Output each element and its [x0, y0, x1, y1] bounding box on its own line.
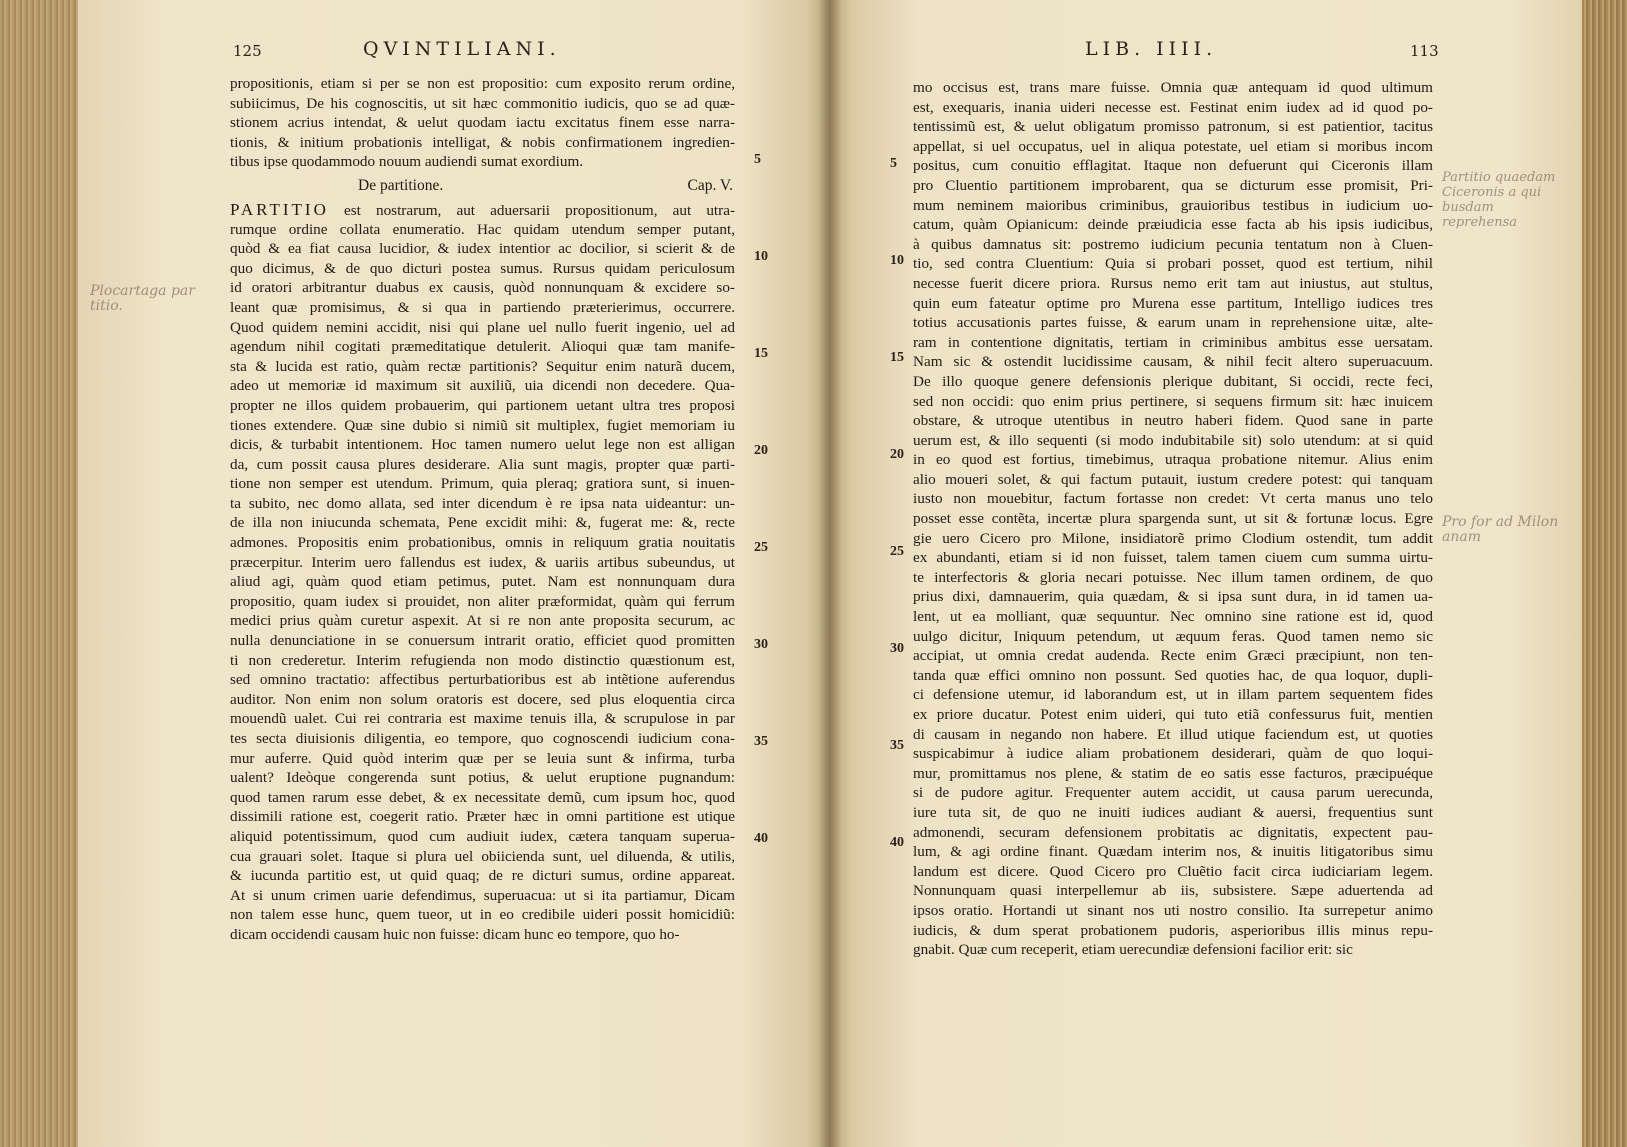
text-line: præcerpitur. Interim uero fallendus est iudex, & uariis artibus subeundus, ut [230, 553, 735, 571]
line-number: 5 [754, 152, 761, 167]
text-line: De illo quoque genere defensionis plerique dubitant, Si occidi, recte feci, [913, 372, 1433, 390]
text-line: da, cum possit causa plures desiderare. Alia sunt magis, propter quæ parti- [230, 455, 735, 473]
text-line: de illa non iniucunda schemata, Pene excidit mihi: &, fugerat me: &, recte [230, 514, 735, 532]
text-line: tione non semper est utendum. Primum, quia pleraq; gratiora sunt, si inuen- [230, 475, 735, 493]
text-line: di causam in negando non habere. Et illud utique faciendum est, ut quoties [913, 725, 1433, 743]
text-line: nulla denunciatione in se conuersum intrarit oratio, efficiet quod promitten [230, 632, 735, 650]
chapter-opening-word: PARTITIO [230, 199, 329, 219]
text-line: admones. Propositis enim probationibus, omnis in reliquum gratia nouitatis [230, 534, 735, 552]
text-line: medici prius quàm curetur aspexit. At si re non ante proposita securum, ac [230, 612, 735, 630]
text-line: mo occisus est, trans mare fuisse. Omnia quæ antequam id quod ultimum [913, 79, 1433, 96]
text-line: ci defensione utemur, id laborandum est, ut in illam partem sequentem fides [913, 686, 1433, 704]
text-line: positus, cum conuitio efflagitat. Itaque non defuerunt qui Ciceronis illam [913, 157, 1433, 175]
text-line: agendum nihil cogitati præmeditatique detulerit. Alioqui quæ tam manife- [230, 338, 735, 356]
right-margin-note-milon: Pro for ad Milon anam [1442, 514, 1559, 545]
line-number: 10 [754, 249, 768, 264]
text-line: quo dicimus, & de quo dicturi postea sumus. Rursus quidam periculosum [230, 259, 735, 277]
text-line: Nam sic & ostendit lucidissime causam, & nihil fecit altero superuacuum. [913, 353, 1433, 371]
text-line: iure tuta sit, de quo ne inuiti iudices audiant & auersi, frequentius sunt [913, 803, 1433, 821]
text-line: posset esse contẽta, incertæ plura spargenda sunt, ut sit & fortunæ locus. Egre [913, 510, 1433, 528]
text-line: lum, & agi ordine finant. Quædam interim nos, & inuitis litigatoribus simu [913, 843, 1433, 861]
text-line: At si unum crimen uarie defendimus, superuacua: ut si ita partiamur, Dicam [230, 886, 735, 904]
text-line: catum, quàm Opianicum: deinde præiudicia esse facta ab his ipsis iudicibus, [913, 216, 1433, 234]
text-line: dicam occidendi causam huic non fuisse: dicam hunc eo tempore, quo ho- [230, 925, 680, 943]
text-line: subiicimus, De his cognoscitis, ut sit hæc commonitio iudicis, quo se ad quæ- [230, 94, 735, 112]
text-line: admonendi, securam defensionem probitatis ac dignitatis, expectent pau- [913, 823, 1433, 841]
text-line: te interfectoris & gloria necari potuisse. Nec illum tamen ordinem, de quo [913, 568, 1433, 586]
text-line: iudicis, & dum sperat probationem pudoris, asperioribus illis minus repu- [913, 921, 1433, 939]
text-line: aliud agi, quàm quod etiam petimus, putet. Nam est nonnunquam dura [230, 573, 735, 591]
right-margin-note-partitio: Partitio quaedam Ciceronis a qui busdam reprehensa [1442, 170, 1556, 230]
text-line: tes secta diuisionis diligentia, eo tempore, quo cognoscendi iudicium cona- [230, 730, 735, 747]
section-heading: De partitione. [358, 176, 444, 194]
text-line: prius dixi, damnauerim, quia quædam, & si ipsa sunt dura, in id tamen ua- [913, 588, 1433, 606]
text-line: mur auferre. Quid quòd interim quæ per se leuia sunt & infirma, turba [230, 749, 735, 767]
text-line: id oratori arbitrantur duabus ex causis, quòd nonnunquam & excidere so- [230, 279, 735, 297]
text-line: uerum est, & illo sequenti (si modo indubitabile sit) solo utendum: at si quid [913, 431, 1433, 449]
text-line: est, exequaris, inania uideri necesse est. Festinat enim iudex ad id quod po- [913, 98, 1433, 116]
text-line: ex abundanti, etiam si id non fuisset, talem tamen ciuem cum summa uirtu- [913, 549, 1433, 567]
text-line: quòd & ea fiat causa lucidior, & iudex intentior ac docilior, si scierit & de [230, 240, 735, 258]
text-line: propositionis, etiam si per se non est propositio: cum exposito rerum ordine, [230, 75, 735, 92]
line-number: 10 [890, 253, 904, 268]
line-number: 20 [890, 447, 904, 462]
text-line: gie uero Cicero pro Milone, insidiatorẽ primo Clodium ostendit, tum addit [913, 529, 1433, 547]
text-line: tentissimũ est, & uelut obligatum promisso patronum, si est patientior, tacitus [913, 118, 1433, 136]
line-number: 40 [890, 835, 904, 850]
text-line: dissimili ratione est, coegerit ratio. Præter hæc in omni partitione est utique [230, 808, 735, 826]
text-line: auditor. Non enim non solum oratoris est docere, sed plus eloquentia circa [230, 690, 735, 708]
text-line: ta subito, nec domo allata, sed inter dicendum è re ipsa nata uideantur: un- [230, 494, 735, 512]
chapter-heading-row [230, 172, 735, 200]
text-line: tanda quæ effici omnino non possunt. Sed quoties hac, de qua loquor, dupli- [913, 666, 1433, 684]
text-line: propter ne illos quidem probauerim, qui partionem uetant ultra tres proposi [230, 396, 735, 414]
text-line: quin eum fateatur optime pro Murena esse partitum, Intelligo iudices tres [913, 294, 1433, 312]
text-line: Nonnunquam quasi interpellemur ab iis, subsistere. Sæpe aduertenda ad [913, 882, 1433, 900]
text-line: & iucunda partitio est, ut quid quaq; de re dicturi sumus, ordine appareat. [230, 867, 735, 885]
left-page-number: 125 [233, 42, 262, 60]
text-line: gnabit. Quæ cum receperit, etiam uerecundiæ defensioni facilior erit: sic [913, 941, 1353, 959]
text-line: iusto non mouebitur, factum fortasse non credet: Vt certa manus uno telo [913, 490, 1433, 508]
left-page-edges [0, 0, 78, 1147]
text-line: uulgo dicitur, Iniquum petendum, ut æquum feras. Quod tamen nemo sic [913, 627, 1433, 645]
text-line: propositio, quam iudex si prouidet, non aliter præformidat, quàm qui ferrum [230, 592, 735, 610]
text-line: quod tamen rarum esse debet, & ex necessitate demũ, cum ipsum hoc, quod [230, 788, 735, 806]
text-line: necesse fuerit dicere priora. Rursus nemo erit tam aut iniustus, aut stultus, [913, 274, 1433, 292]
right-page-edges [1582, 0, 1627, 1147]
text-line: totius accusationis partes fuisse, & earum unam in reprehensione uitæ, alte- [913, 314, 1433, 332]
text-line: Quod quidem nemini accidit, nisi qui plane uel nullo fuerit ingenio, uel ad [230, 318, 735, 336]
left-page [78, 0, 830, 1147]
text-line: sta & lucida est ratio, quàm rectæ partitionis? Sequitur enim naturã ducem, [230, 357, 735, 375]
text-line: tibus ipse quodammodo nouum audiendi sumat exordium. [230, 153, 584, 171]
line-number: 35 [754, 734, 768, 749]
line-number: 15 [890, 350, 904, 365]
line-number: 35 [890, 738, 904, 753]
left-running-head: QVINTILIANI. [363, 38, 561, 60]
text-line: cua grauari solet. Itaque si plura uel obiicienda sunt, uel diluenda, & utilis, [230, 847, 735, 865]
right-page [830, 0, 1582, 1147]
text-line: ualent? Ideòque congerenda sunt potius, & uelut eruptione pugnandum: [230, 769, 735, 787]
text-line: appellat, si uel occupatus, uel in aliqua potestate, uel etiam si moribus incom [913, 137, 1433, 155]
text-line: sed non occidi: quo enim prius pertinere, si sequens firmum sit: hæc inuicem [913, 392, 1433, 410]
line-number: 40 [754, 831, 768, 846]
text-line: PARTITIO est nostrarum, aut aduersarii propositionum, aut utra- [230, 199, 735, 219]
line-number: 30 [890, 641, 904, 656]
text-line: à quibus damnatus sit: postremo iudicium pecunia tentatum non à Cluen- [913, 235, 1433, 253]
text-line: accipiat, ut omnia credat audenda. Recte enim Græci præcipiunt, non ten- [913, 647, 1433, 665]
text-line: pro Cluentio partitionem improbarent, qua se dicturum esse promisit, Pri- [913, 176, 1433, 194]
text-line: sed omnino tractatio: affectibus perturbatioribus est ab intẽtione auferendus [230, 671, 735, 689]
text-line: ipsos oratio. Hortandi ut sinant nos uti nostro consilio. Ita surrepetur animo [913, 901, 1433, 919]
line-number: 20 [754, 443, 768, 458]
line-number: 30 [754, 637, 768, 652]
text-line: tionis, & initium probationis intelligat, & nobis confirmationem ingredien- [230, 133, 735, 151]
line-number: 25 [890, 544, 904, 559]
text-line: rumque ordine collata enumeratio. Hac quidam utendum semper putant, [230, 220, 735, 238]
text-line: dicis, & turbabit intentionem. Hoc tamen numero uelut lege non est alligan [230, 436, 735, 454]
text-line: adeo ut memoriæ id maximum sit auxiliũ, uia dicendi non decedere. Qua- [230, 377, 735, 395]
chapter-number: Cap. V. [687, 176, 733, 194]
text-line: obstare, & utroque utentibus in neutro haberi fidem. Quod sane in parte [913, 412, 1433, 430]
left-margin-note: Plocartaga par titio. [90, 283, 195, 314]
right-page-body [913, 78, 1433, 960]
line-number: 5 [890, 156, 897, 171]
text-line: ram in contentione dignitatis, tertiam in criminibus ambitus esse uersatam. [913, 333, 1433, 351]
text-line: ex priore ducatur. Potest enim uideri, qui tuto etiã confessurus fuit, mentien [913, 706, 1433, 723]
text-line: si de pudore agitur. Frequenter autem accidit, ut causa parum uerecunda, [913, 784, 1433, 802]
left-page-body [230, 74, 735, 945]
text-line: aliquid potentissimum, quod cum audiuit iudex, cætera tanquam superua- [230, 827, 735, 845]
text-line: in eo quod est fortius, timebimus, utraqua probatione nitemur. Alius enim [913, 451, 1433, 469]
text-line: alio moueri solet, & qui factum putauit, iustum credere potest: qui tanquam [913, 470, 1433, 488]
text-line: non talem esse hunc, quem tueor, ut in eo credibile uideri possit homicidiũ: [230, 906, 735, 924]
text-line: tiones extendere. Quæ sine dubio si nimiũ sit multiplex, fugiet memoriam iu [230, 416, 735, 434]
text-line: mouendũ ualet. Cui rei contraria est maxime tenuis illa, & scrupulose in par [230, 710, 735, 728]
text-line: landum est dicere. Quod Cicero pro Cluẽtio facit circa iudiciariam legem. [913, 862, 1433, 880]
right-running-head: LIB. IIII. [1085, 38, 1218, 60]
line-number: 15 [754, 346, 768, 361]
text-line: tio, sed contra Cluentium: Quia si probari posset, quod est tertium, nihil [913, 255, 1433, 273]
text-line: suspicabimur à iudice aliam probationem desiderari, quàm de quo loqui- [913, 745, 1433, 763]
text-line: mum neminem maioribus criminibus, grauioribus testibus in iudicium uo- [913, 196, 1433, 214]
line-number: 25 [754, 540, 768, 555]
text-line: mur, promittamus nos plene, & statim de eo satis esse facturos, præcipuéque [913, 764, 1433, 782]
book-gutter [818, 0, 842, 1147]
text-line: ti non crederetur. Interim refugienda non modo distinctio quæstionum est, [230, 651, 735, 669]
text-line: lent, ut ea molliant, quæ sequuntur. Nec omnino sine ratione est id, quod [913, 608, 1433, 626]
text-line: stionem acrius intendat, & uelut quodam iactu excitatus finem esse narra- [230, 114, 735, 132]
right-page-number: 113 [1410, 42, 1439, 60]
text-line: leant quæ promisimus, & si qua in partiendo præterierimus, occurrere. [230, 298, 735, 316]
